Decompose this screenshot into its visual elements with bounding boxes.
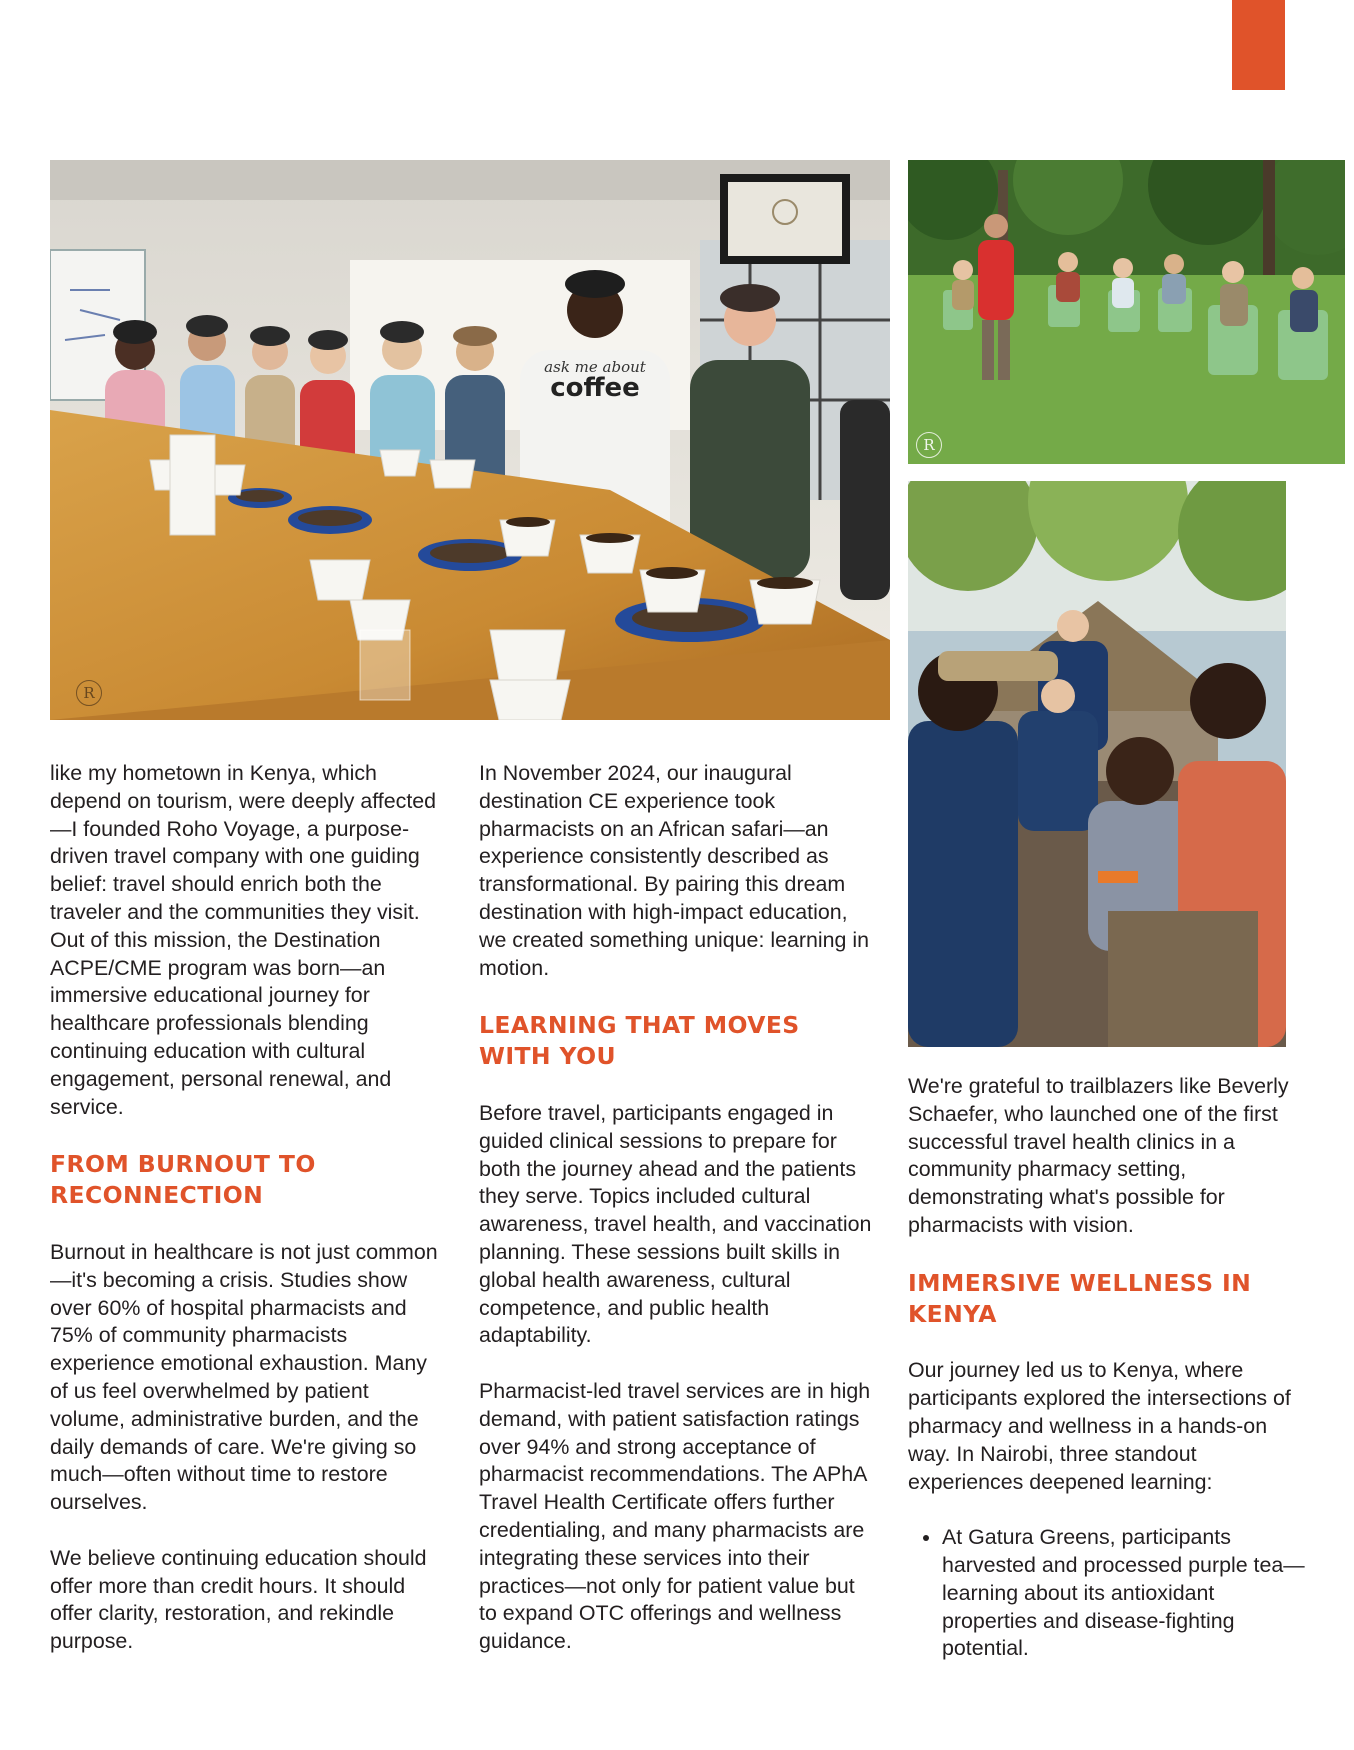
body-paragraph: Burnout in healthcare is not just common—it's becoming a crisis. Studies show over 60% of hospital pharmacists and 75% of community pharmacists experience emotional exhaustion. Many of us feel overwhelmed by patient volume, administrative burden, and the daily demands of care. We're giving so much—often without time to restore ourselves. — [50, 1239, 438, 1515]
shirt-text-top: ask me about — [544, 358, 646, 376]
body-paragraph: like my hometown in Kenya, which depend on tourism, were deeply affected—I founded Roho Voyage, a purpose-driven travel company with one guiding belief: travel should enrich both the traveler and the communities they visit. Out of this mission, the Destination ACPE/CME program was born—an immersive educational journey for healthcare professionals blending continuing education with cultural engagement, personal renewal, and service. — [50, 761, 437, 1119]
article-column-1 — [50, 760, 440, 1684]
article-column-3 — [908, 1073, 1308, 1663]
bullet-list — [908, 1524, 1308, 1663]
body-paragraph: In November 2024, our inaugural destination CE experience took pharmacists on an African safari—an experience consistently described as transformational. By pairing this dream destination with high-impact education, we created something unique: learning in motion. — [479, 761, 870, 980]
photographer-watermark: R — [76, 680, 102, 706]
body-paragraph: We're grateful to trailblazers like Beverly Schaefer, who launched one of the first successful travel health clinics in a community pharmacy setting, demonstrating what's possible for pharmacists with vision. — [908, 1074, 1289, 1237]
section-heading: FROM BURNOUT TO RECONNECTION — [50, 1150, 316, 1210]
coffee-tasting-photo — [50, 160, 890, 720]
shirt-text-main: coffee — [550, 373, 640, 403]
body-paragraph: Pharmacist-led travel services are in high demand, with patient satisfaction ratings over 94% and strong acceptance of pharmacist recommendations. The APhA Travel Health Certificate offers further credentialing, and many pharmacists are integrating these services into their practices—not only for patient value but to expand OTC offerings and wellness guidance. — [479, 1378, 871, 1654]
article-column-2 — [479, 760, 874, 1684]
photographer-watermark: R — [916, 432, 942, 458]
bullet-item: • At Gatura Greens, participants harvested and processed purple tea—learning about its antioxidant properties and disease-fighting potential. — [942, 1524, 1308, 1663]
section-tab-marker — [1232, 0, 1285, 90]
section-heading: IMMERSIVE WELLNESS IN KENYA — [908, 1268, 1252, 1328]
outdoor-session-photo — [908, 160, 1345, 464]
section-heading: LEARNING THAT MOVES WITH YOU — [479, 1011, 800, 1071]
body-paragraph: We believe continuing education should offer more than credit hours. It should offer clarity, restoration, and rekindle purpose. — [50, 1545, 427, 1654]
body-paragraph: Before travel, participants engaged in guided clinical sessions to prepare for both the journey ahead and the patients they serve. Topics included cultural awareness, travel health, and vaccination planning. These sessions built skills in global health awareness, cultural competence, and public health adaptability. — [479, 1100, 872, 1348]
village-children-photo — [908, 481, 1286, 1047]
body-paragraph: Our journey led us to Kenya, where participants explored the intersections of pharmacy and wellness in a hands-on way. In Nairobi, three standout experiences deepened learning: — [908, 1358, 1291, 1494]
